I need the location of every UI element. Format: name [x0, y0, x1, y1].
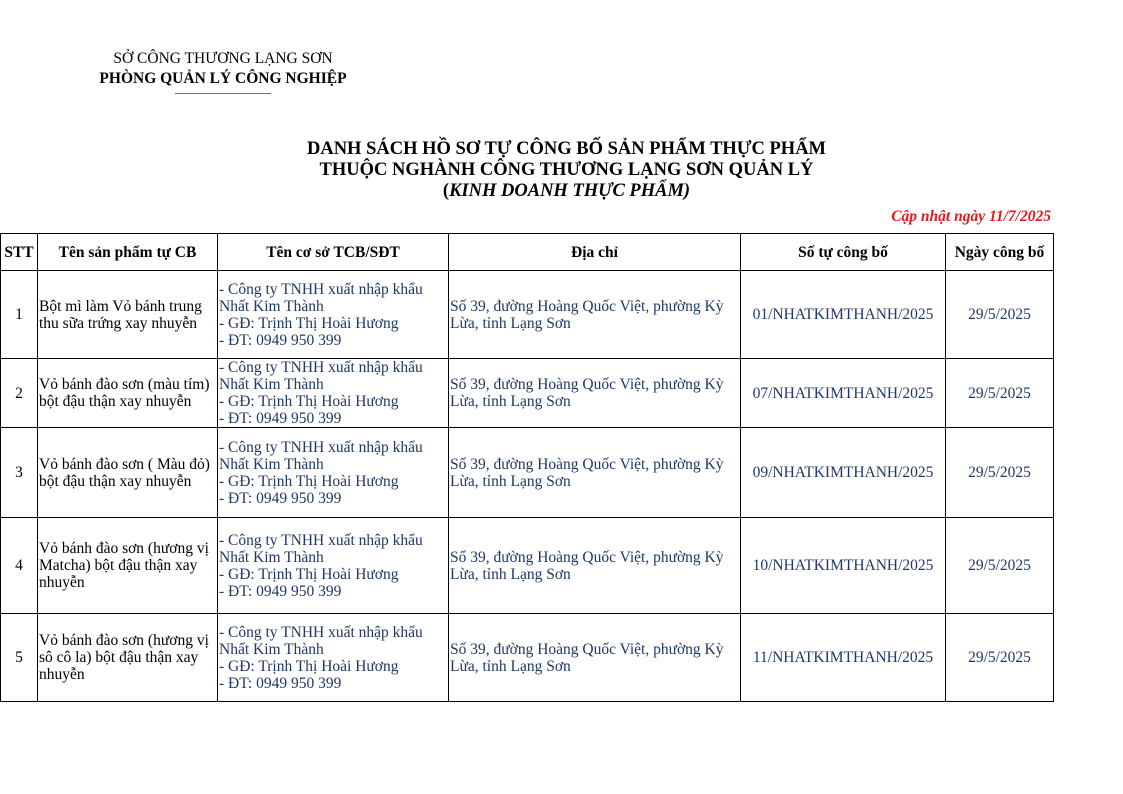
row-date: 29/5/2025	[946, 271, 1054, 359]
row-product: Vỏ bánh đào sơn (hương vị sô cô la) bột đậu thận xay nhuyễn	[38, 614, 218, 702]
row-address: Số 39, đường Hoàng Quốc Việt, phường Kỳ Lừa, tỉnh Lạng Sơn	[449, 614, 741, 702]
row-stt: 5	[1, 614, 38, 702]
row-establishment	[218, 428, 449, 518]
row-product: Vỏ bánh đào sơn ( Màu đỏ) bột đậu thận xay nhuyễn	[38, 428, 218, 518]
row-director: - GĐ: Trịnh Thị Hoài Hương	[219, 565, 399, 583]
row-establishment	[218, 359, 449, 428]
row-stt: 2	[1, 359, 38, 428]
row-company: - Công ty TNHH xuất nhập khẩu Nhất Kim Thành	[219, 623, 423, 658]
title-paren: (	[442, 181, 450, 201]
row-stt: 1	[1, 271, 38, 359]
table-header-row	[1, 234, 1054, 271]
department-name: PHÒNG QUẢN LÝ CÔNG NGHIỆP	[99, 70, 347, 87]
row-establishment	[218, 614, 449, 702]
table-row	[1, 614, 1054, 702]
table-row	[1, 271, 1054, 359]
agency-header	[70, 49, 376, 94]
row-phone: - ĐT: 0949 950 399	[219, 410, 342, 427]
row-product: Vỏ bánh đào sơn (màu tím) bột đậu thận xay nhuyễn	[38, 359, 218, 428]
row-phone: - ĐT: 0949 950 399	[219, 489, 342, 507]
row-number: 11/NHATKIMTHANH/2025	[741, 614, 946, 702]
title-line-2: THUỘC NGHÀNH CÔNG THƯƠNG LẠNG SƠN QUẢN LÝ	[319, 160, 814, 180]
row-address: Số 39, đường Hoàng Quốc Việt, phường Kỳ Lừa, tỉnh Lạng Sơn	[449, 428, 741, 518]
title-line-3	[0, 181, 1123, 202]
row-company: - Công ty TNHH xuất nhập khẩu Nhất Kim Thành	[219, 280, 423, 315]
document-title	[0, 139, 1123, 202]
row-company: - Công ty TNHH xuất nhập khẩu Nhất Kim Thành	[219, 531, 423, 566]
updated-date: Cập nhật ngày 11/7/2025	[891, 208, 1051, 225]
col-header-product: Tên sản phẩm tự CB	[38, 234, 218, 271]
row-director: - GĐ: Trịnh Thị Hoài Hương	[219, 314, 399, 332]
row-number: 09/NHATKIMTHANH/2025	[741, 428, 946, 518]
table-row	[1, 428, 1054, 518]
row-date: 29/5/2025	[946, 614, 1054, 702]
row-director: - GĐ: Trịnh Thị Hoài Hương	[219, 657, 399, 675]
row-establishment	[218, 518, 449, 614]
product-declaration-table	[0, 233, 1054, 702]
row-date: 29/5/2025	[946, 428, 1054, 518]
row-product: Vỏ bánh đào sơn (hương vị Matcha) bột đậu thận xay nhuyễn	[38, 518, 218, 614]
row-director: - GĐ: Trịnh Thị Hoài Hương	[219, 472, 399, 490]
row-company: - Công ty TNHH xuất nhập khẩu Nhất Kim Thành	[219, 359, 423, 393]
row-phone: - ĐT: 0949 950 399	[219, 582, 342, 600]
row-number: 01/NHATKIMTHANH/2025	[741, 271, 946, 359]
row-address: Số 39, đường Hoàng Quốc Việt, phường Kỳ Lừa, tỉnh Lạng Sơn	[449, 271, 741, 359]
row-director: - GĐ: Trịnh Thị Hoài Hương	[219, 393, 399, 410]
title-subtitle: KINH DOANH THỰC PHẨM)	[449, 181, 691, 201]
row-phone: - ĐT: 0949 950 399	[219, 674, 342, 692]
row-company: - Công ty TNHH xuất nhập khẩu Nhất Kim Thành	[219, 438, 423, 473]
row-date: 29/5/2025	[946, 518, 1054, 614]
row-establishment	[218, 271, 449, 359]
title-line-1: DANH SÁCH HỒ SƠ TỰ CÔNG BỐ SẢN PHẨM THỰC PHẨM	[306, 139, 827, 159]
col-header-stt: STT	[1, 234, 38, 271]
table-row	[1, 518, 1054, 614]
header-underline	[175, 93, 271, 94]
table-row	[1, 359, 1054, 428]
row-address: Số 39, đường Hoàng Quốc Việt, phường Kỳ Lừa, tỉnh Lạng Sơn	[449, 359, 741, 428]
col-header-date: Ngày công bố	[946, 234, 1054, 271]
row-date: 29/5/2025	[946, 359, 1054, 428]
row-product: Bột mì làm Vỏ bánh trung thu sữa trứng xay nhuyễn	[38, 271, 218, 359]
row-phone: - ĐT: 0949 950 399	[219, 331, 342, 349]
row-stt: 3	[1, 428, 38, 518]
row-stt: 4	[1, 518, 38, 614]
agency-name: SỞ CÔNG THƯƠNG LẠNG SƠN	[113, 50, 333, 67]
col-header-number: Số tự công bố	[741, 234, 946, 271]
row-number: 10/NHATKIMTHANH/2025	[741, 518, 946, 614]
row-number: 07/NHATKIMTHANH/2025	[741, 359, 946, 428]
col-header-establishment: Tên cơ sở TCB/SĐT	[218, 234, 449, 271]
row-address: Số 39, đường Hoàng Quốc Việt, phường Kỳ Lừa, tỉnh Lạng Sơn	[449, 518, 741, 614]
col-header-address: Địa chỉ	[449, 234, 741, 271]
